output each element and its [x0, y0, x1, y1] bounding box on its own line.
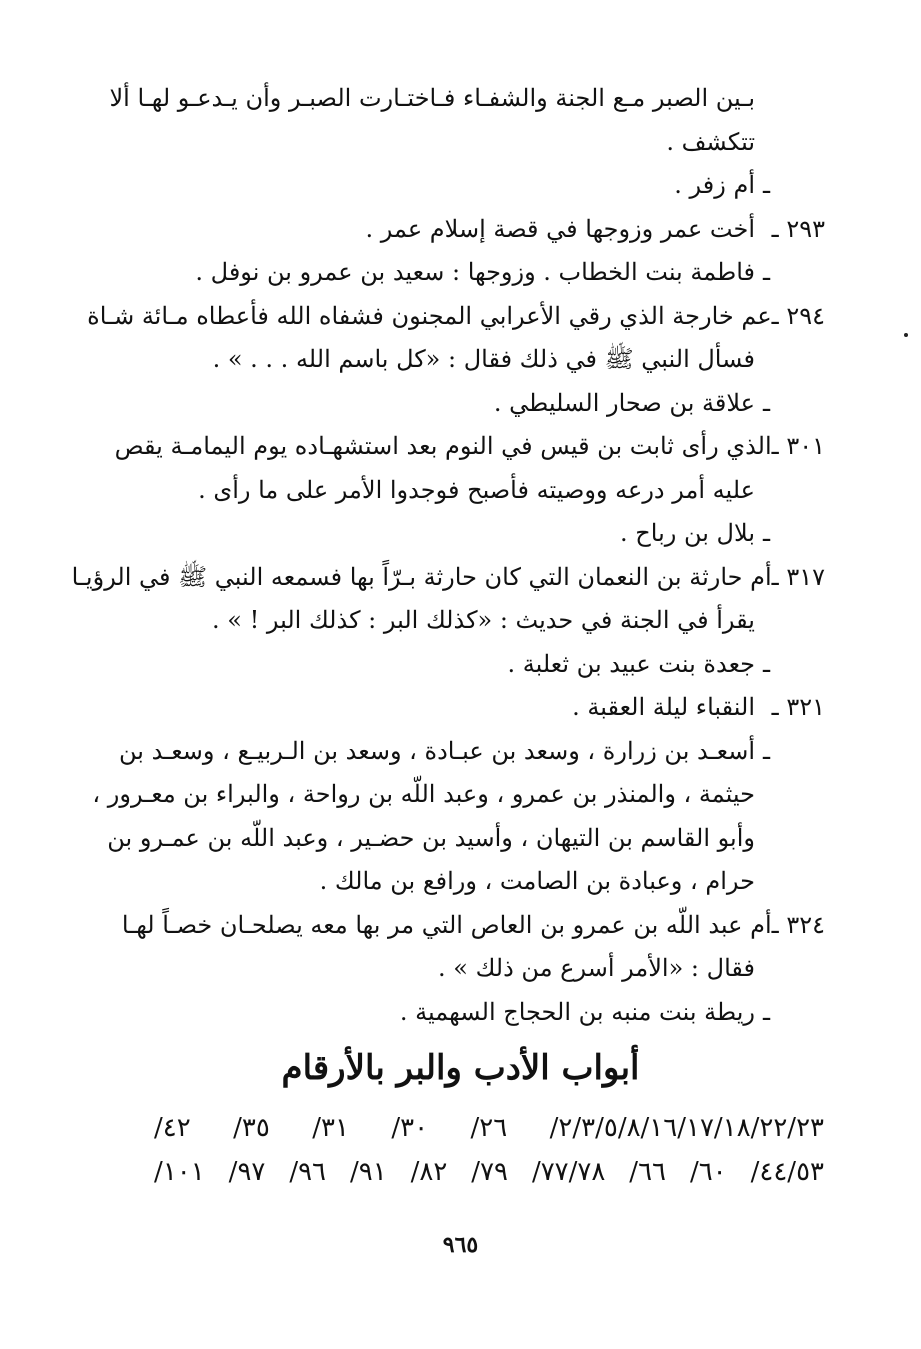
number-group: ٩١/	[349, 1157, 387, 1187]
indent	[755, 78, 825, 118]
line-text: حرام ، وعبادة بن الصامت ، ورافع بن مالك .	[319, 867, 755, 895]
number-row-1	[154, 1108, 824, 1148]
number-group: ٧٧/٧٨/	[531, 1157, 606, 1187]
text-line	[109, 78, 825, 118]
indent	[755, 948, 825, 988]
line-text: أخت عمر وزوجها في قصة إسلام عمر .	[365, 214, 755, 243]
line-text: أم عبد اللّه بن عمرو بن العاص التي مر بها معه يصلحـان خصـاً لهـا	[121, 910, 772, 939]
text-line	[150, 513, 825, 553]
number-group: ٩٦/	[289, 1157, 327, 1187]
text-line	[118, 731, 825, 771]
indent	[755, 470, 825, 510]
text-line	[121, 905, 825, 945]
section-title: أبواب الأدب والبر بالأرقام	[281, 1048, 640, 1088]
entry-number: ٣٢٤ ـ	[771, 910, 825, 939]
line-text: علاقة بن صحار السليطي .	[493, 388, 755, 417]
number-group: ٤٤/٥٣/	[750, 1157, 824, 1187]
indent	[755, 339, 825, 379]
indent: ـ	[763, 519, 771, 547]
number-group: ١٠١/	[154, 1157, 205, 1187]
line-text: بلال بن رباح .	[620, 519, 755, 547]
indent: ـ	[763, 388, 771, 417]
indent: ـ	[763, 649, 771, 678]
line-text: حيثمة ، والمنذر بن عمرو ، وعبد اللّه بن رواحة ، والبراء بن معـرور ،	[92, 780, 755, 808]
indent	[755, 861, 825, 901]
number-group: ٣٥/	[233, 1113, 270, 1143]
indent	[755, 600, 825, 640]
number-group: ٣١/	[312, 1113, 349, 1143]
number-group: ٧٩/	[471, 1157, 508, 1187]
line-text: الذي رأى ثابت بن قيس في النوم بعد استشهـاده يوم اليمامـة يقص	[114, 432, 772, 460]
indent: ـ	[763, 997, 771, 1026]
entry-number: ٢٩٤ ـ	[771, 301, 825, 330]
margin-dot	[904, 333, 908, 337]
text-line	[150, 209, 825, 249]
line-text: ريطة بنت منبه بن الحجاج السهمية .	[399, 997, 755, 1026]
indent	[755, 122, 825, 162]
indent: ـ	[763, 258, 771, 286]
indent: ـ	[763, 736, 771, 765]
number-group: ٨٢/	[410, 1157, 448, 1187]
text-line	[150, 165, 825, 205]
number-group: ٩٧/	[228, 1157, 266, 1187]
text-line	[150, 644, 825, 684]
line-text: جعدة بنت عبيد بن ثعلبة .	[507, 649, 755, 678]
text-line	[150, 339, 825, 379]
line-text: يقرأ في الجنة في حديث : «كذلك البر : كذلك البر ! » .	[212, 606, 755, 634]
line-text: عم خارجة الذي رقي الأعرابي المجنون فشفاه الله فأعطاه مـائة شـاة	[87, 301, 772, 330]
line-text: عليه أمر درعه ووصيته فأصبح فوجدوا الأمر على ما رأى .	[198, 475, 755, 504]
text-line	[150, 252, 825, 292]
entry-number: ٣٠١ ـ	[771, 432, 825, 460]
text-line	[150, 383, 825, 423]
number-group: ٦٦/	[629, 1157, 666, 1187]
text-line	[150, 122, 825, 162]
line-text: وأبو القاسم بن التيهان ، وأسيد بن حضـير ، وعبد اللّه بن عمـرو بن	[107, 823, 755, 852]
line-text: بـين الصبر مـع الجنة والشفـاء فـاختـارت الصبـر وأن يـدعـو لهـا ألا	[109, 84, 755, 112]
line-text: تتكشف .	[666, 127, 755, 156]
text-line	[150, 992, 825, 1032]
line-text: النقباء ليلة العقبة .	[572, 693, 755, 721]
number-row-2	[154, 1152, 824, 1192]
text-line	[107, 818, 825, 858]
number-group: ٦٠/	[689, 1157, 727, 1187]
entry-number: ٣١٧ ـ	[771, 562, 825, 591]
text-line	[150, 687, 825, 727]
indent	[755, 818, 825, 858]
text-line	[150, 948, 825, 988]
indent: ـ	[763, 171, 771, 199]
text-line	[71, 557, 825, 597]
line-text: فسأل النبي ﷺ في ذلك فقال : «كل باسم الله . . . » .	[212, 345, 755, 373]
line-text: أم زفر .	[674, 171, 755, 199]
number-group: ٤٢/	[154, 1113, 191, 1143]
indent	[755, 774, 825, 814]
text-line	[150, 470, 825, 510]
text-line	[150, 861, 825, 901]
line-text: فاطمة بنت الخطاب . وزوجها : سعيد بن عمرو بن نوفل .	[195, 258, 755, 286]
number-group: ٢/٣/٥/٨/١٦/١٧/١٨/٢٢/٢٣/	[549, 1113, 824, 1143]
number-group: ٢٦/	[470, 1113, 508, 1143]
entry-number: ٢٩٣ ـ	[771, 214, 825, 243]
text-line	[114, 426, 825, 466]
page-number: ٩٦٥	[442, 1232, 479, 1258]
line-text: أسعـد بن زرارة ، وسعد بن عبـادة ، وسعد بن الـربيـع ، وسعـد بن	[118, 736, 755, 765]
text-line	[87, 296, 825, 336]
text-line	[150, 600, 825, 640]
number-group: ٣٠/	[391, 1113, 429, 1143]
text-line	[92, 774, 825, 814]
line-text: أم حارثة بن النعمان التي كان حارثة بـرّاً بها فسمعه النبي ﷺ في الرؤيـا	[71, 562, 772, 591]
line-text: فقال : «الأمر أسرع من ذلك » .	[438, 954, 755, 982]
entry-number: ٣٢١ ـ	[771, 693, 825, 721]
